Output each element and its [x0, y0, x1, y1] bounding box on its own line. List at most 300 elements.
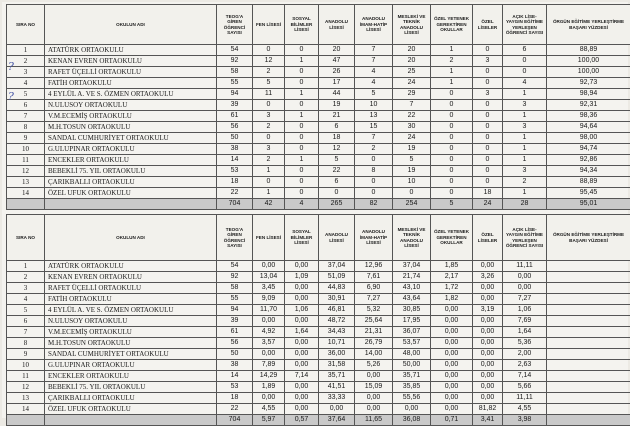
value-cell: 94,64 [547, 122, 630, 133]
value-cell: 46,81 [319, 305, 355, 316]
value-cell: 1 [503, 89, 547, 100]
value-cell: 0,00 [285, 294, 319, 305]
value-cell: 0,00 [355, 371, 393, 382]
value-cell: 1 [431, 67, 473, 78]
table-row [7, 382, 630, 393]
value-cell: 0 [253, 100, 285, 111]
value-cell: 30 [393, 122, 431, 133]
value-cell: 0 [285, 67, 319, 78]
value-cell: 0,00 [431, 360, 473, 371]
value-cell: 1,09 [285, 272, 319, 283]
value-cell: 19 [319, 100, 355, 111]
value-cell: 0 [473, 155, 503, 166]
value-cell: 0,00 [253, 393, 285, 404]
value-cell: 4,92 [253, 327, 285, 338]
value-cell: 0 [473, 133, 503, 144]
value-cell: 34,43 [319, 327, 355, 338]
value-cell: 1 [431, 45, 473, 56]
total-cell: 11,65 [355, 415, 393, 426]
value-cell: 6 [503, 45, 547, 56]
value-cell: 21 [319, 111, 355, 122]
value-cell: 58 [217, 283, 253, 294]
value-cell: 7 [355, 56, 393, 67]
column-header: OKULUN ADI [45, 5, 217, 45]
value-cell: 1,85 [431, 261, 473, 272]
value-cell: 0 [431, 144, 473, 155]
value-cell: 2 [253, 122, 285, 133]
value-cell: 2 [431, 56, 473, 67]
column-header: ANADOLU LİSESİ [319, 215, 355, 261]
value-cell [547, 261, 630, 272]
column-header: ÖZEL LİSELER [473, 215, 503, 261]
value-cell: 5 [253, 78, 285, 89]
value-cell: 18 [473, 188, 503, 199]
value-cell: 14 [217, 371, 253, 382]
value-cell: 0 [355, 177, 393, 188]
value-cell: 0 [431, 155, 473, 166]
value-cell: 1,06 [285, 305, 319, 316]
table-row [7, 272, 630, 283]
value-cell: 0,00 [431, 327, 473, 338]
value-cell: 0 [285, 133, 319, 144]
value-cell: 0,00 [285, 393, 319, 404]
value-cell [547, 338, 630, 349]
value-cell: 0 [431, 188, 473, 199]
value-cell: 0,00 [473, 338, 503, 349]
total-row [7, 415, 630, 426]
value-cell: 1 [503, 144, 547, 155]
value-cell: 41,51 [319, 382, 355, 393]
value-cell: 26,79 [355, 338, 393, 349]
total-cell: 36,08 [393, 415, 431, 426]
value-cell: 39 [217, 316, 253, 327]
value-cell: 13,04 [253, 272, 285, 283]
table-row [7, 122, 630, 133]
column-header: AÇIK LİSE-YAYGIN EĞİTİME YERLEŞEN ÖĞRENCİ SAYISI [503, 5, 547, 45]
row-number-cell: 5 [7, 89, 45, 100]
value-cell: 35,71 [393, 371, 431, 382]
value-cell: 20 [319, 45, 355, 56]
table-row [7, 316, 630, 327]
value-cell: 7,69 [503, 316, 547, 327]
total-cell: 5 [431, 199, 473, 210]
value-cell: 0,00 [285, 338, 319, 349]
row-number-cell: 7 [7, 111, 45, 122]
value-cell [547, 393, 630, 404]
value-cell: 17,95 [393, 316, 431, 327]
value-cell: 12 [253, 56, 285, 67]
column-header: TEOG'A GİREN ÖĞRENCİ SAYISI [217, 5, 253, 45]
value-cell: 5 [319, 155, 355, 166]
table-row [7, 56, 630, 67]
value-cell: 33,33 [319, 393, 355, 404]
value-cell: 5,32 [355, 305, 393, 316]
value-cell: 94 [217, 89, 253, 100]
row-number-cell: 4 [7, 78, 45, 89]
value-cell: 1 [285, 56, 319, 67]
value-cell: 14 [217, 155, 253, 166]
value-cell: 98,94 [547, 89, 630, 100]
value-cell: 55 [217, 78, 253, 89]
table-row [7, 78, 630, 89]
value-cell: 0,00 [285, 261, 319, 272]
value-cell: 81,82 [473, 404, 503, 415]
value-cell: 7 [393, 100, 431, 111]
value-cell: 12,96 [355, 261, 393, 272]
value-cell: 1 [285, 111, 319, 122]
table-row [7, 371, 630, 382]
value-cell: 4 [503, 78, 547, 89]
total-cell [45, 199, 217, 210]
handwritten-mark: ? [8, 60, 14, 73]
value-cell: 5 [393, 155, 431, 166]
value-cell: 0 [473, 100, 503, 111]
value-cell: 6 [319, 177, 355, 188]
value-cell: 98,36 [547, 111, 630, 122]
row-number-cell: 6 [7, 100, 45, 111]
value-cell: 11,11 [503, 393, 547, 404]
value-cell: 1 [503, 155, 547, 166]
value-cell: 1,06 [503, 305, 547, 316]
value-cell: 18 [319, 133, 355, 144]
value-cell: 18 [217, 177, 253, 188]
value-cell: 29 [393, 89, 431, 100]
value-cell: 1,89 [253, 382, 285, 393]
row-number-cell: 9 [7, 349, 45, 360]
value-cell: 92,31 [547, 100, 630, 111]
value-cell: 5,36 [503, 338, 547, 349]
table-row [7, 360, 630, 371]
total-cell: 42 [253, 199, 285, 210]
value-cell: 11 [253, 89, 285, 100]
value-cell: 6,90 [355, 283, 393, 294]
total-cell [45, 415, 217, 426]
value-cell: 6 [319, 122, 355, 133]
value-cell: 3 [473, 89, 503, 100]
table-row [7, 305, 630, 316]
value-cell: 1 [503, 188, 547, 199]
value-cell: 0 [503, 67, 547, 78]
table-row [7, 283, 630, 294]
column-header: AÇIK LİSE-YAYGIN EĞİTİME YERLEŞEN ÖĞRENCİ SAYISI [503, 215, 547, 261]
value-cell: 3,57 [253, 338, 285, 349]
value-cell: 1,72 [431, 283, 473, 294]
value-cell: 53 [217, 382, 253, 393]
value-cell: 38 [217, 144, 253, 155]
school-name-cell: SANDAL CUMHURİYET ORTAOKULU [45, 349, 217, 360]
value-cell: 50 [217, 133, 253, 144]
table-row [7, 166, 630, 177]
value-cell [547, 305, 630, 316]
value-cell: 94 [217, 305, 253, 316]
value-cell: 18 [217, 393, 253, 404]
value-cell: 11,11 [503, 261, 547, 272]
value-cell: 10 [355, 100, 393, 111]
results-count-table [6, 4, 630, 210]
total-cell [547, 415, 630, 426]
value-cell: 36,00 [319, 349, 355, 360]
value-cell: 1 [253, 188, 285, 199]
table-row [7, 45, 630, 56]
row-number-cell: 10 [7, 144, 45, 155]
column-header: SOSYAL BİLİMLER LİSESİ [285, 215, 319, 261]
value-cell: 0 [431, 122, 473, 133]
value-cell: 47 [319, 56, 355, 67]
total-cell: 4 [285, 199, 319, 210]
value-cell: 3 [503, 100, 547, 111]
value-cell: 7,14 [285, 371, 319, 382]
row-number-cell: 13 [7, 177, 45, 188]
value-cell: 1 [285, 89, 319, 100]
value-cell: 24 [393, 78, 431, 89]
value-cell: 2 [253, 67, 285, 78]
school-name-cell: V.M.ECEMİŞ ORTAOKULU [45, 327, 217, 338]
value-cell: 0 [285, 144, 319, 155]
value-cell: 3,26 [473, 272, 503, 283]
school-name-cell: ÇARIKBALLI ORTAOKULU [45, 393, 217, 404]
value-cell: 43,64 [393, 294, 431, 305]
row-number-cell: 11 [7, 155, 45, 166]
school-name-cell: BEBEKLİ 75. YIL ORTAOKULU [45, 382, 217, 393]
column-header: ÖZEL YETENEK GEREKTİREN OKULLAR [431, 215, 473, 261]
value-cell: 30,91 [319, 294, 355, 305]
value-cell: 44 [319, 89, 355, 100]
table-row [7, 338, 630, 349]
value-cell: 0,00 [285, 360, 319, 371]
value-cell: 1,64 [503, 327, 547, 338]
value-cell: 5,26 [355, 360, 393, 371]
school-name-cell: ATATÜRK ORTAOKULU [45, 261, 217, 272]
row-number-cell: 1 [7, 45, 45, 56]
value-cell: 2,17 [431, 272, 473, 283]
value-cell: 2,63 [503, 360, 547, 371]
total-cell: 0,71 [431, 415, 473, 426]
school-name-cell: SANDAL CUMHURİYET ORTAOKULU [45, 133, 217, 144]
value-cell: 0 [473, 67, 503, 78]
table-row [7, 188, 630, 199]
total-cell: 3,41 [473, 415, 503, 426]
value-cell: 0,00 [473, 316, 503, 327]
school-name-cell: G.ULUPINAR ORTAOKULU [45, 144, 217, 155]
value-cell: 61 [217, 327, 253, 338]
value-cell: 0 [355, 188, 393, 199]
value-cell: 100,00 [547, 56, 630, 67]
value-cell: 0 [473, 166, 503, 177]
value-cell: 92 [217, 56, 253, 67]
value-cell: 12 [319, 144, 355, 155]
value-cell: 0,00 [473, 371, 503, 382]
table-row [7, 349, 630, 360]
value-cell: 19 [393, 144, 431, 155]
row-number-cell: 8 [7, 338, 45, 349]
total-cell: 265 [319, 199, 355, 210]
value-cell: 2 [503, 177, 547, 188]
value-cell: 14,00 [355, 349, 393, 360]
school-name-cell: ÖZEL UFUK ORTAOKULU [45, 188, 217, 199]
value-cell: 4 [355, 67, 393, 78]
value-cell: 24 [393, 133, 431, 144]
row-number-cell: 4 [7, 294, 45, 305]
value-cell: 0 [431, 111, 473, 122]
value-cell: 11,70 [253, 305, 285, 316]
value-cell [547, 371, 630, 382]
total-cell: 37,64 [319, 415, 355, 426]
value-cell: 92 [217, 272, 253, 283]
value-cell: 13 [355, 111, 393, 122]
value-cell: 94,34 [547, 166, 630, 177]
value-cell: 22 [217, 404, 253, 415]
value-cell: 35,71 [319, 371, 355, 382]
value-cell: 39 [217, 100, 253, 111]
school-name-cell: 4 EYLÜL A. VE S. ÖZMEN ORTAOKULU [45, 89, 217, 100]
value-cell: 3 [503, 166, 547, 177]
total-cell: 704 [217, 199, 253, 210]
value-cell: 22 [393, 111, 431, 122]
value-cell: 0 [285, 166, 319, 177]
table-header-row [7, 215, 630, 261]
value-cell: 0 [431, 89, 473, 100]
value-cell: 44,83 [319, 283, 355, 294]
value-cell: 0,00 [431, 404, 473, 415]
value-cell: 9,09 [253, 294, 285, 305]
value-cell: 51,09 [319, 272, 355, 283]
value-cell: 37,04 [319, 261, 355, 272]
value-cell [547, 327, 630, 338]
value-cell: 7,89 [253, 360, 285, 371]
value-cell: 3 [253, 111, 285, 122]
row-number-cell: 2 [7, 272, 45, 283]
value-cell: 0,00 [431, 393, 473, 404]
value-cell: 1 [503, 133, 547, 144]
row-number-cell: 7 [7, 327, 45, 338]
school-name-cell: M.H.TOSUN ORTAOKULU [45, 122, 217, 133]
column-header: SIRA NO [7, 5, 45, 45]
row-number-cell: 5 [7, 305, 45, 316]
school-name-cell: KENAN EVREN ORTAOKULU [45, 56, 217, 67]
value-cell: 26 [319, 67, 355, 78]
column-header: OKULUN ADI [45, 215, 217, 261]
value-cell: 92,86 [547, 155, 630, 166]
column-header: MESLEKİ VE TEKNİK ANADOLU LİSESİ [393, 5, 431, 45]
value-cell: 0,00 [473, 360, 503, 371]
total-cell: 3,98 [503, 415, 547, 426]
handwritten-mark: ? [8, 90, 14, 103]
table-row [7, 144, 630, 155]
value-cell: 8 [355, 166, 393, 177]
value-cell: 38 [217, 360, 253, 371]
school-name-cell: FATİH ORTAOKULU [45, 78, 217, 89]
value-cell: 31,58 [319, 360, 355, 371]
table-row [7, 177, 630, 188]
value-cell: 56 [217, 338, 253, 349]
value-cell: 0 [285, 45, 319, 56]
value-cell: 0 [473, 78, 503, 89]
value-cell: 0 [285, 100, 319, 111]
value-cell: 55,56 [393, 393, 431, 404]
total-cell: 0,57 [285, 415, 319, 426]
value-cell: 0,00 [473, 349, 503, 360]
value-cell: 0 [285, 188, 319, 199]
value-cell: 0,00 [473, 327, 503, 338]
value-cell: 58 [217, 67, 253, 78]
value-cell: 5,66 [503, 382, 547, 393]
column-header: ÖRGÜN EĞİTİME YERLEŞTİRME BAŞARI YÜZDESİ [547, 5, 630, 45]
value-cell: 0 [355, 155, 393, 166]
total-cell [7, 199, 45, 210]
value-cell: 50 [217, 349, 253, 360]
row-number-cell: 3 [7, 283, 45, 294]
school-name-cell: G.ULUPINAR ORTAOKULU [45, 360, 217, 371]
value-cell: 20 [393, 45, 431, 56]
value-cell: 25 [393, 67, 431, 78]
table-header-row [7, 5, 630, 45]
value-cell: 35,85 [393, 382, 431, 393]
school-name-cell: 4 EYLÜL A. VE S. ÖZMEN ORTAOKULU [45, 305, 217, 316]
value-cell: 0,00 [431, 382, 473, 393]
value-cell: 0 [473, 122, 503, 133]
school-name-cell: N.ULUSOY ORTAOKULU [45, 316, 217, 327]
value-cell: 0,00 [285, 283, 319, 294]
value-cell [547, 404, 630, 415]
value-cell: 54 [217, 261, 253, 272]
value-cell: 4,55 [503, 404, 547, 415]
value-cell: 0,00 [285, 316, 319, 327]
table-row [7, 89, 630, 100]
table-row [7, 261, 630, 272]
value-cell: 0 [285, 78, 319, 89]
value-cell: 3 [253, 144, 285, 155]
value-cell: 0,00 [431, 316, 473, 327]
school-name-cell: ENCEKLER ORTAOKULU [45, 371, 217, 382]
value-cell: 0,00 [431, 305, 473, 316]
value-cell [547, 316, 630, 327]
row-number-cell: 14 [7, 188, 45, 199]
value-cell: 0,00 [503, 272, 547, 283]
value-cell: 0,00 [473, 283, 503, 294]
school-name-cell: BEBEKLİ 75. YIL ORTAOKULU [45, 166, 217, 177]
value-cell: 3,19 [473, 305, 503, 316]
value-cell: 15 [355, 122, 393, 133]
value-cell: 50,00 [393, 360, 431, 371]
table-row [7, 100, 630, 111]
value-cell: 0 [473, 144, 503, 155]
column-header: ANADOLU LİSESİ [319, 5, 355, 45]
value-cell: 0 [473, 111, 503, 122]
value-cell: 0,00 [355, 404, 393, 415]
school-name-cell: M.H.TOSUN ORTAOKULU [45, 338, 217, 349]
table-row [7, 111, 630, 122]
value-cell: 100,00 [547, 67, 630, 78]
value-cell: 0 [253, 133, 285, 144]
value-cell: 0 [431, 100, 473, 111]
value-cell: 25,64 [355, 316, 393, 327]
value-cell: 0,00 [431, 338, 473, 349]
column-header: ÖZEL LİSELER [473, 5, 503, 45]
value-cell: 0,00 [473, 294, 503, 305]
value-cell: 0 [285, 122, 319, 133]
value-cell: 0,00 [473, 382, 503, 393]
row-number-cell: 3 [7, 67, 45, 78]
total-cell: 28 [503, 199, 547, 210]
value-cell: 92,73 [547, 78, 630, 89]
column-header: ANADOLU İMAM-HATİP LİSESİ [355, 5, 393, 45]
row-number-cell: 12 [7, 382, 45, 393]
row-number-cell: 10 [7, 360, 45, 371]
value-cell: 0,00 [355, 393, 393, 404]
value-cell: 1 [285, 155, 319, 166]
value-cell: 0 [431, 133, 473, 144]
value-cell: 0 [319, 188, 355, 199]
